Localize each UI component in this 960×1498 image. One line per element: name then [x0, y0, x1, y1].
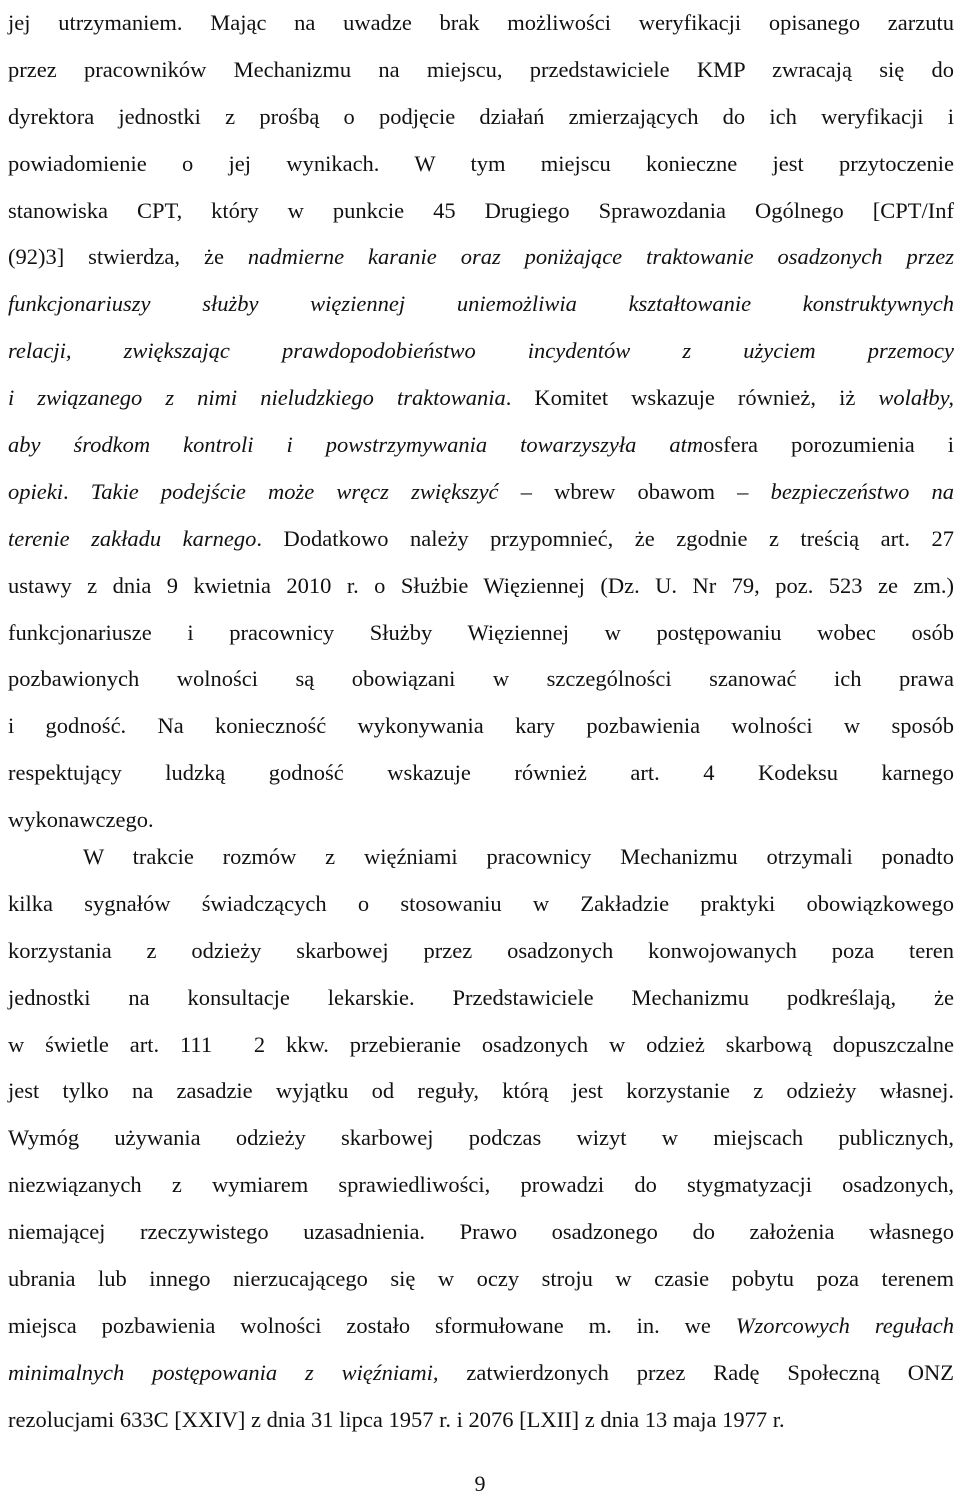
text-run: respektujący ludzką godność wskazuje również art. 4 Kodeksu karnego: [8, 760, 954, 786]
italic-text-run: aby środkom kontroli i powstrzymywania towarzyszyła atm: [8, 432, 704, 458]
text-run: rezolucjami 633C [XXIV] z dnia 31 lipca 1957 r. i 2076 [LXII] z dnia 13 maja 1977 r.: [8, 1406, 785, 1432]
text-line: [8, 656, 954, 703]
text-run: .: [62, 478, 91, 504]
text-run: kilka sygnałów świadczących o stosowaniu w Zakładzie praktyki obowiązkowego: [8, 890, 954, 916]
paragraph-2: [8, 834, 954, 1444]
text-run: jednostki na konsultacje lekarskie. Przedstawiciele Mechanizmu podkreślają, że: [8, 984, 954, 1010]
text-run: jest tylko na zasadzie wyjątku od reguły, którą jest korzystanie z odzieży własnej.: [8, 1078, 954, 1104]
text-run: zatwierdzonych przez Radę Społeczną ONZ: [438, 1359, 954, 1385]
text-line: [8, 563, 954, 610]
italic-text-run: relacji, zwiększając prawdopodobieństwo incydentów z użyciem przemocy: [8, 338, 954, 364]
italic-text-run: nadmierne karanie oraz poniżające traktowanie osadzonych przez: [247, 244, 954, 270]
italic-text-run: Takie podejście może wręcz zwiększyć: [90, 478, 499, 504]
text-run: i godność. Na konieczność wykonywania kary pozbawienia wolności w sposób: [8, 713, 954, 739]
text-line: [8, 469, 954, 516]
italic-text-run: Wzorcowych regułach: [735, 1312, 954, 1338]
text-line: [8, 1209, 954, 1256]
text-line: [8, 1256, 954, 1303]
text-line: [8, 928, 954, 975]
text-run: niemającej rzeczywistego uzasadnienia. Prawo osadzonego do założenia własnego: [8, 1219, 954, 1245]
text-run: przez pracowników Mechanizmu na miejscu, przedstawiciele KMP zwracają się do: [8, 56, 954, 82]
text-run: – wbrew obawom –: [498, 478, 771, 504]
text-run: niezwiązanych z wymiarem sprawiedliwości, prowadzi do stygmatyzacji osadzonych,: [8, 1172, 954, 1198]
italic-text-run: minimalnych postępowania z więźniami,: [8, 1359, 439, 1385]
text-line: [8, 1397, 954, 1444]
text-line: [8, 1068, 954, 1115]
italic-text-run: funkcjonariuszy służby więziennej uniemożliwia kształtowanie konstruktywnych: [8, 291, 954, 317]
text-line: [8, 1303, 954, 1350]
text-run: ubrania lub innego nierzucającego się w oczy stroju w czasie pobytu poza terenem: [8, 1266, 954, 1292]
text-run: stanowiska CPT, który w punkcie 45 Drugiego Sprawozdania Ogólnego [CPT/Inf: [8, 197, 954, 223]
italic-text-run: opieki: [8, 478, 63, 504]
text-line: [8, 750, 954, 797]
text-run: funkcjonariusze i pracownicy Służby Więziennej w postępowaniu wobec osób: [8, 619, 954, 645]
text-line: [8, 281, 954, 328]
text-line: [8, 234, 954, 281]
text-line: [8, 47, 954, 94]
text-run: W trakcie rozmów z więźniami pracownicy Mechanizmu otrzymali ponadto: [83, 844, 954, 869]
italic-text-run: wolałby,: [878, 385, 954, 411]
text-run: korzystania z odzieży skarbowej przez osadzonych konwojowanych poza teren: [8, 937, 954, 963]
text-line: [8, 1115, 954, 1162]
text-line: [8, 516, 954, 563]
text-line: [8, 188, 954, 235]
text-line: [8, 141, 954, 188]
text-line: [8, 610, 954, 657]
italic-text-run: bezpieczeństwo na: [770, 478, 954, 504]
page-number: 9: [474, 1471, 486, 1496]
text-line: [8, 1162, 954, 1209]
text-line: [8, 975, 954, 1022]
italic-text-run: terenie zakładu karnego: [8, 525, 257, 551]
text-line: [8, 1022, 954, 1069]
text-run: jej utrzymaniem. Mając na uwadze brak możliwości weryfikacji opisanego zarzutu: [8, 10, 954, 35]
text-run: w świetle art. 111 2 kkw. przebieranie osadzonych w odzież skarbową dopuszczalne: [8, 1031, 954, 1057]
text-run: dyrektora jednostki z prośbą o podjęcie działań zmierzających do ich weryfikacji i: [8, 103, 954, 129]
text-run: miejsca pozbawienia wolności zostało sformułowane m. in. we: [8, 1312, 736, 1338]
text-run: Wymóg używania odzieży skarbowej podczas wizyt w miejscach publicznych,: [8, 1125, 954, 1151]
text-line: [8, 0, 954, 47]
text-run: . Dodatkowo należy przypomnieć, że zgodnie z treścią art. 27: [256, 525, 954, 551]
text-run: pozbawionych wolności są obowiązani w szczególności szanować ich prawa: [8, 666, 954, 692]
text-run: wykonawczego.: [8, 807, 154, 833]
paragraph-1: [8, 0, 954, 844]
text-run: osfera porozumienia i: [703, 432, 954, 458]
text-line: [8, 328, 954, 375]
text-line: [8, 422, 954, 469]
text-line: [8, 834, 954, 881]
text-line: [8, 1350, 954, 1397]
text-line: [8, 703, 954, 750]
text-line: [8, 375, 954, 422]
text-line: [8, 94, 954, 141]
text-run: ustawy z dnia 9 kwietnia 2010 r. o Służbie Więziennej (Dz. U. Nr 79, poz. 523 ze zm.): [8, 572, 954, 598]
italic-text-run: i związanego z nimi nieludzkiego traktowania: [8, 385, 506, 411]
text-line: [8, 881, 954, 928]
text-run: powiadomienie o jej wynikach. W tym miejscu konieczne jest przytoczenie: [8, 150, 954, 176]
text-run: (92)3] stwierdza, że: [8, 244, 248, 270]
text-run: . Komitet wskazuje również, iż: [505, 385, 879, 411]
